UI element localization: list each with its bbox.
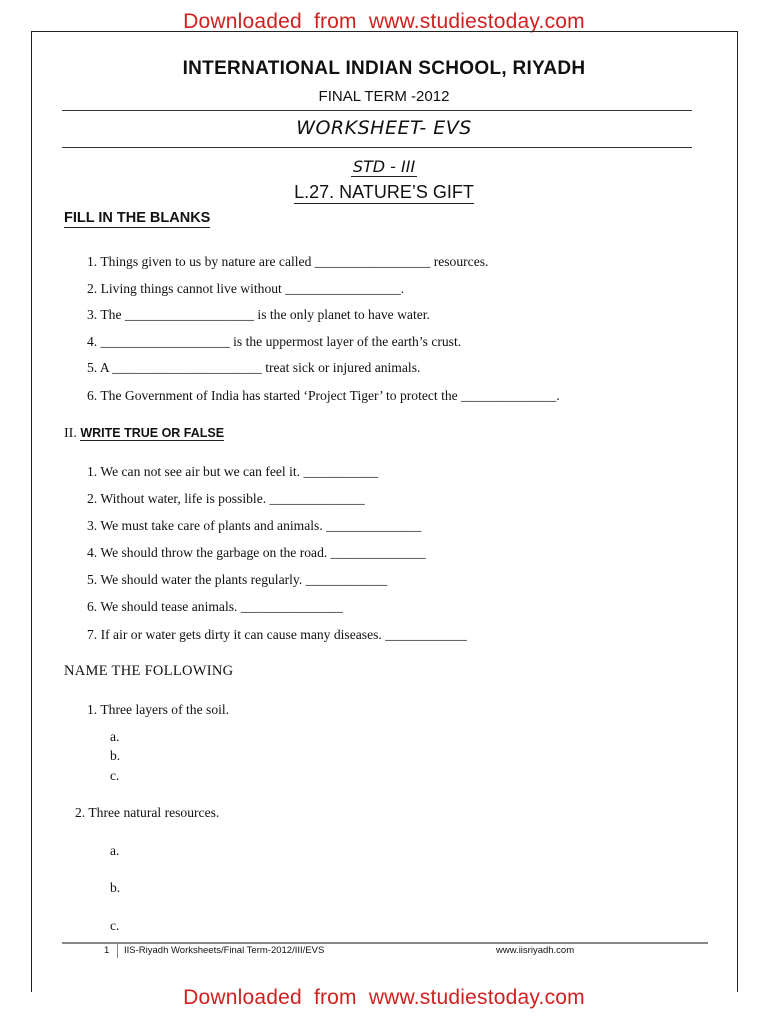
section-name-following-title: NAME THE FOLLOWING	[64, 663, 234, 679]
section-number: II.	[64, 426, 77, 441]
school-name: INTERNATIONAL INDIAN SCHOOL, RIYADH	[182, 58, 586, 79]
name-question-2: 2. Three natural resources.	[75, 805, 220, 820]
fill-blank-1: 1. Things given to us by nature are called _________________ resources.	[87, 254, 489, 269]
fill-blank-2: 2. Living things cannot live without _________________.	[87, 281, 405, 296]
true-false-2: 2. Without water, life is possible. ______________	[87, 491, 365, 506]
true-false-1: 1. We can not see air but we can feel it. ___________	[87, 464, 379, 479]
option-c: c.	[110, 918, 120, 933]
divider	[62, 110, 692, 111]
footer-website: www.iisriyadh.com	[496, 945, 575, 956]
fill-blank-6: 6. The Government of India has started ‘Project Tiger’ to protect the ______________.	[87, 388, 560, 403]
std-label	[0, 157, 768, 176]
fill-blank-5: 5. A ______________________ treat sick or injured animals.	[87, 360, 421, 375]
worksheet-title: WORKSHEET- EVS	[296, 117, 472, 139]
true-false-3: 3. We must take care of plants and animals. ______________	[87, 518, 422, 533]
lesson-title	[0, 182, 768, 203]
section-fill-blanks-title: FILL IN THE BLANKS	[64, 210, 211, 226]
term-title: FINAL TERM -2012	[318, 88, 450, 105]
section-label: WRITE TRUE OR FALSE	[80, 426, 225, 440]
true-false-5: 5. We should water the plants regularly. ____________	[87, 572, 388, 587]
divider	[62, 147, 692, 148]
page-number: 1	[104, 945, 110, 956]
fill-blank-3: 3. The ___________________ is the only planet to have water.	[87, 307, 430, 322]
name-question-1: 1. Three layers of the soil.	[87, 702, 230, 717]
footer-divider	[62, 942, 708, 944]
watermark-top: Downloaded from www.studiestoday.com	[183, 10, 585, 33]
option-b: b.	[110, 880, 121, 895]
lesson-text: L.27. NATURE’S GIFT	[294, 182, 474, 202]
fill-blank-4: 4. ___________________ is the uppermost layer of the earth’s crust.	[87, 334, 462, 349]
option-a: a.	[110, 843, 120, 858]
footer-doc-path: IIS-Riyadh Worksheets/Final Term-2012/III/EVS	[124, 945, 325, 956]
true-false-6: 6. We should tease animals. _______________	[87, 599, 343, 614]
true-false-4: 4. We should throw the garbage on the road. ______________	[87, 545, 426, 560]
section-true-false-title	[64, 426, 224, 442]
option-c: c.	[110, 768, 120, 783]
footer-separator	[117, 944, 118, 958]
watermark-bottom: Downloaded from www.studiestoday.com	[183, 986, 585, 1009]
true-false-7: 7. If air or water gets dirty it can cause many diseases. ____________	[87, 627, 467, 642]
std-text: STD - III	[352, 157, 416, 176]
option-b: b.	[110, 748, 121, 763]
option-a: a.	[110, 729, 120, 744]
